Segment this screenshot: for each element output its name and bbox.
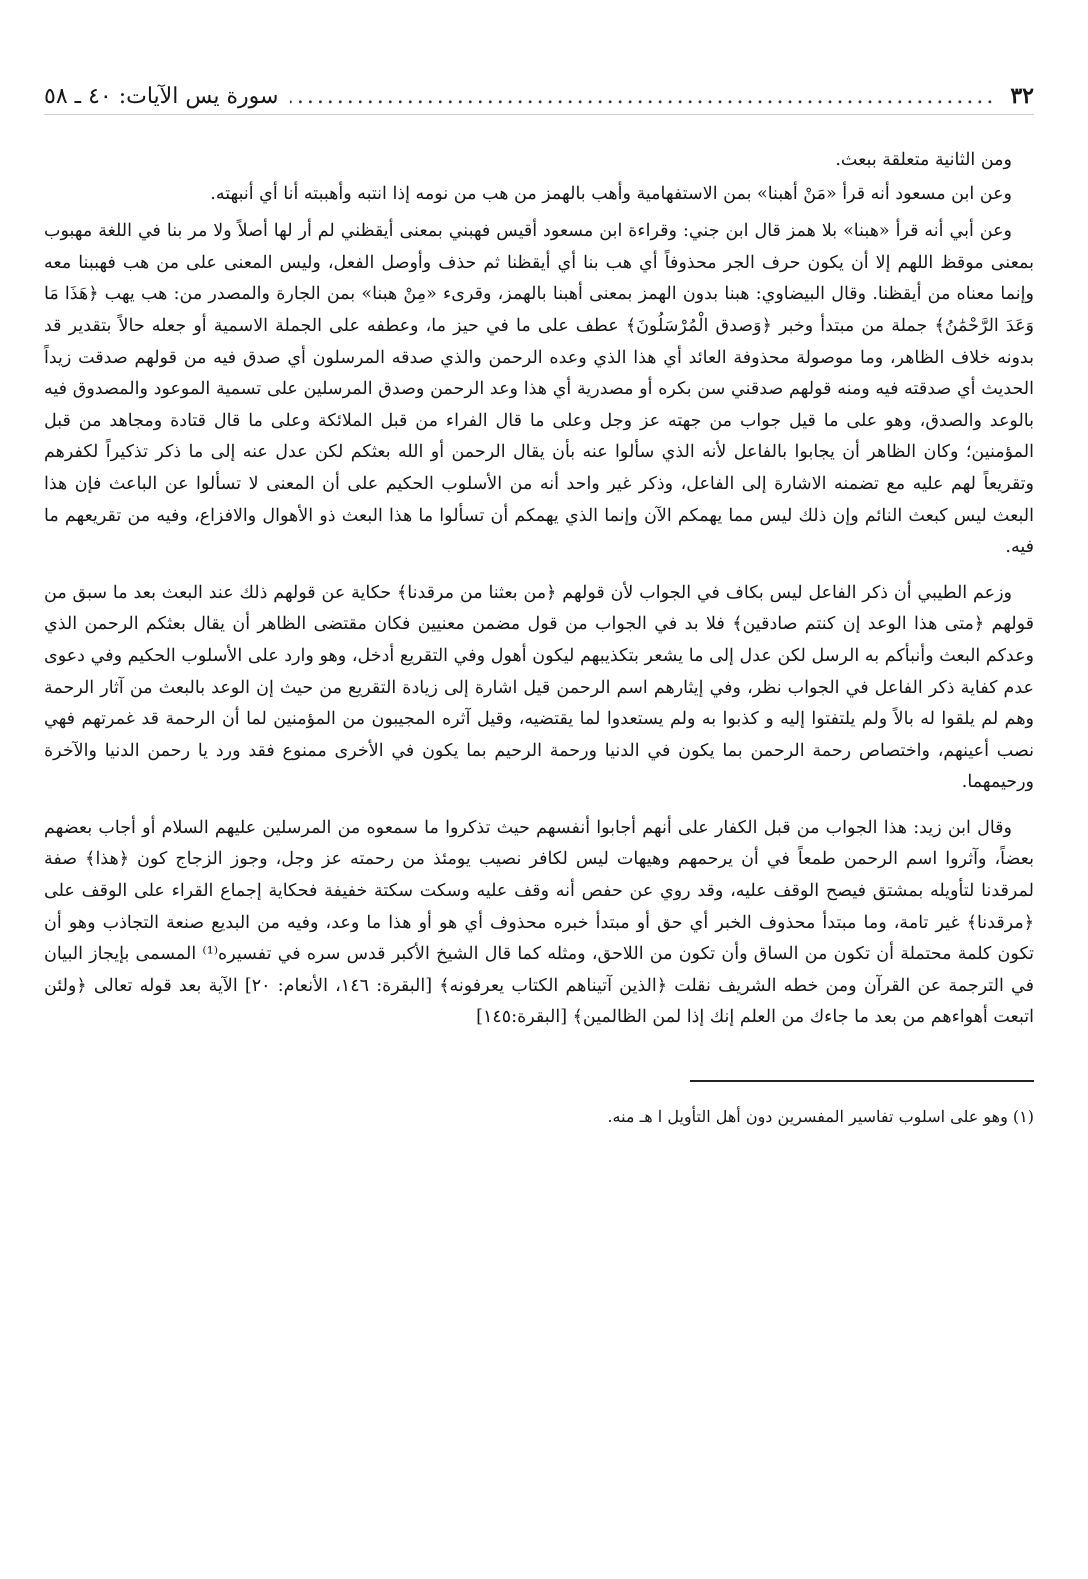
paragraph: ومن الثانية متعلقة ببعث. (835, 150, 1012, 170)
running-title: سورة يس الآيات: ٤٠ ـ ٥٨ (44, 84, 279, 109)
book-page (44, 78, 1034, 1558)
leader-dots (290, 79, 996, 115)
paragraph: وزعم الطيبي أن ذكر الفاعل ليس بكاف في الجواب لأن قولهم ﴿من بعثنا من مرقدنا﴾ حكاية عن قولهم ذلك عند البعث بعد ما سبق من قولهم ﴿متى هذا الوعد إن كنتم صادقين﴾ فلا بد في الجواب من قول مضمن معنيين فكان مقتضى الظاهر أن يقال بعثكم الرحمن الذي وعدكم البعث وأنبأكم به الرسل لكن عدل إلى ما يشعر بتكذيبهم ليكون أهول وفي التقريع أدخل، وهو وارد على الأسلوب الحكيم وفي دعوى عدم كفاية ذكر الفاعل في الجواب نظر، وفي إيثارهم اسم الرحمن قيل اشارة إلى زيادة التقريع من حيث إن الوعد بالبعث من آثار الرحمة وهم لم يلقوا له بالاً ولم يلتفتوا إليه و كذبوا به ولم يستعدوا لما يقتضيه، وقيل آثره المجيبون من المؤمنين لما أن الرحمة قد غمرتهم فهي نصب أعينهم، واختصاص رحمة الرحمن بما يكون في الدنيا ورحمة الرحيم بما يكون في الأخرى ممنوع فقد ورد يا رحمن الدنيا والآخرة ورحيمهما. (44, 582, 1034, 793)
footnote: (١) وهو على اسلوب تفاسير المفسرين دون أهل التأويل ا هـ منه. (607, 1107, 1034, 1127)
paragraph: وقال ابن زيد: هذا الجواب من قبل الكفار على أنهم أجابوا أنفسهم حيث تذكروا ما سمعوه من المرسلين عليهم السلام أو أجاب بعضهم بعضاً، وآثروا اسم الرحمن طمعاً في أن يرحمهم وهيهات ليس لكافر نصيب يومئذ من رحمته عز وجل، وجوز الزجاج كون ﴿هذا﴾ صفة لمرقدنا لتأويله بمشتق فيصح الوقف عليه، وقد روي عن حفص أنه وقف عليه وسكت سكتة خفيفة فحكاية إجماع القراء على الوقف على ﴿مرقدنا﴾ غير تامة، وما مبتدأ محذوف الخبر أي حق أو مبتدأ خبره محذوف أي هو أو هذا ما وعد، وفيه من البديع صنعة التجاذب وهو أن تكون كلمة محتملة أن تكون من الساق وأن تكون من اللاحق، ومثله كما قال الشيخ الأكبر قدس سره في تفسيره⁽¹⁾ المسمى بإيجاز البيان في الترجمة عن القرآن ومن خطه الشريف نقلت ﴿الذين آتيناهم الكتاب يعرفونه﴾ [البقرة: ١٤٦، الأنعام: ٢٠] الآية بعد قوله تعالى ﴿ولئن اتبعت أهواءهم من بعد ما جاءك من العلم إنك إذا لمن الظالمين﴾ [البقرة:١٤٥] (44, 817, 1034, 1028)
paragraph: وعن ابن مسعود أنه قرأ «مَنْ أهبنا» بمن الاستفهامية وأهب بالهمز من هب من نومه إذا انتبه وأهببته أنا أي أنبهته. (210, 183, 1012, 204)
page-number: ٣٢ (1010, 83, 1034, 109)
main-text (44, 145, 1034, 1034)
footnote-separator (690, 1080, 1034, 1082)
running-header (44, 78, 1034, 115)
paragraph: وعن أبي أنه قرأ «هبنا» بلا همز قال ابن جني: وقراءة ابن مسعود أقيس فهبني بمعنى أيقظني لم أر لها أصلاً ولا مر بنا في اللغة مهبوب بمعنى موقظ اللهم إلا أن يكون حرف الجر محذوفاً أي هب بنا أي أيقظنا ثم حذف وأوصل الفعل، وليس المعنى على من هب فهببنا معه وإنما معناه من أيقظنا. وقال البيضاوي: هبنا بدون الهمز بمعنى أهبنا بالهمز، وقرىء «مِنْ هبنا» بمن الجارة والمصدر من: هب يهب ﴿هَذَا مَا وَعَدَ الرَّحْمَٰنُ﴾ جملة من مبتدأ وخبر ﴿وَصدق الْمُرْسَلُونَ﴾ عطف على ما في حيز ما، وعطفه على الجملة الاسمية أو جعله حالاً بتقدير قد بدونه خلاف الظاهر، وما موصولة محذوفة العائد أي هذا الذي وعده الرحمن والذي صدقه المرسلون أي صدق فيه من قولهم صدقت زيداً الحديث أي صدقته فيه ومنه قولهم صدقني سن بكره أو مصدرية أي هذا وعد الرحمن وصدق المرسلين على تسمية الموعود والمصدوق فيه بالوعد والصدق، وهو على ما قيل جواب من جهته عز وجل وعلى ما قال الفراء من قبل الملائكة وعلى ما قال قتادة ومجاهد من قبل المؤمنين؛ وكان الظاهر أن يجابوا بالفاعل لأنه الذي سألوا عنه بأن يقال الرحمن أو الله بعثكم لكن عدل عنه إلى ما ذكر تذكيراً لكفرهم وتقريعاً لهم عليه مع تضمنه الاشارة إلى الفاعل، وذكر غير واحد أنه من الأسلوب الحكيم على أن المعنى لا تسألوا عن الباعث فإن هذا البعث ليس كبعث النائم وإن ذلك ليس مما يهمكم الآن وإنما الذي يهمكم أن تسألوا ما هذا البعث ذو الأهوال والافزاع، وفيه من تقريعهم ما فيه. (44, 221, 1034, 558)
